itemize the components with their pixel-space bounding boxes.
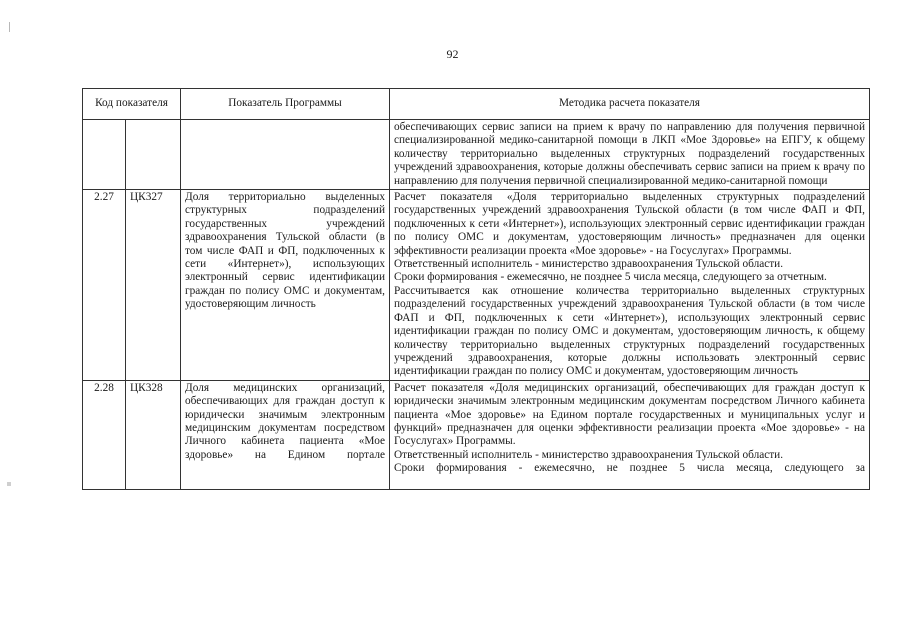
row-indicator-cell [181, 380, 390, 489]
row-method-cell [390, 380, 870, 489]
indicators-table [82, 88, 870, 490]
header-code: Код показателя [83, 89, 181, 120]
table-row [83, 380, 870, 489]
row-indicator-cell [181, 190, 390, 381]
method-paragraph: Ответственный исполнитель - министерство здравоохранения Тульской области. [394, 448, 784, 461]
row-number: 2.27 [83, 190, 126, 381]
header-indicator: Показатель Программы [181, 89, 390, 120]
row-number: 2.28 [83, 380, 126, 489]
table-header-row [83, 89, 870, 120]
method-paragraph: Рассчитывается как отношение количества территориально выделенных структурных подразделений государственных учреждений здравоохранения Тульской области (в том числе ФАП и ФП, подключенных к сети «Интернет»), использующих электронный сервис идентификации граждан по полису ОМС и документам, удостоверяющим личность, к общему количеству территориально выделенных структурных подразделений государственных учреждений здравоохранения, которые должны использовать электронный сервис идентификации граждан по полису ОМС и документам, удостоверяющим личность [394, 284, 865, 378]
row-indicator-text: Доля медицинских организаций, обеспечивающих для граждан доступ к юридически значимым электронным медицинским документам посредством Личного кабинета пациента «Мое здоровье» на Едином портале [185, 381, 385, 461]
page-number: 92 [446, 47, 459, 61]
row-indicator-text: Доля территориально выделенных структурных подразделений государственных учреждений здравоохранения Тульской области (в том числе ФАП и ФП, подключенных к сети «Интернет»), использующих электронный сервис идентификации граждан по полису ОМС и документам, удостоверяющим личность [185, 191, 385, 311]
method-paragraph: Сроки формирования - ежемесячно, не позднее 5 числа месяца, следующего за отчетным. [394, 271, 827, 284]
row-method-cell [390, 190, 870, 381]
table-row [83, 190, 870, 381]
method-paragraph: Расчет показателя «Доля медицинских организаций, обеспечивающих для граждан доступ к юридически значимым электронным медицинским документам посредством Личного кабинета пациента «Мое здоровье» на Едином портале государственных и муниципальных услуг и функций» предназначен для оценки эффективности реализации проекта «Мое здоровье» - на Госуслугах» Программы. [394, 381, 865, 448]
continuation-indicator-cell [181, 120, 390, 190]
continuation-code-cell [126, 120, 181, 190]
method-paragraph: Ответственный исполнитель - министерство здравоохранения Тульской области. [394, 258, 784, 271]
continuation-number-cell [83, 120, 126, 190]
method-paragraph: Сроки формирования - ежемесячно, не позднее 5 числа месяца, следующего за [394, 462, 865, 475]
method-paragraph: Расчет показателя «Доля территориально выделенных структурных подразделений государственных учреждений здравоохранения Тульской области (в том числе ФАП и ФП, подключенных к сети «Интернет»), использующих электронный сервис идентификации граждан по полису ОМС и документам, удостоверяющим личность» предназначен для оценки эффективности реализации проекта «Мое здоровье» - на Госуслугах» Программы. [394, 191, 865, 257]
margin-mark-top [9, 22, 10, 32]
table-row-continuation [83, 120, 870, 190]
continuation-method-text: обеспечивающих сервис записи на прием к врачу по направлению для получения первичной специализированной медико-санитарной помощи в ЛКП «Мое Здоровье» на ЕПГУ, к общему количеству территориально выделенных структурных подразделений государственных учреждений здравоохранения, которые должны обеспечивать сервис записи на прием к врачу по направлению для получения первичной специализированной медико-санитарной помощи [390, 120, 870, 190]
row-code: ЦК328 [126, 380, 181, 489]
row-code: ЦК327 [126, 190, 181, 381]
margin-mark-bottom [7, 482, 11, 486]
header-method: Методика расчета показателя [390, 89, 870, 120]
